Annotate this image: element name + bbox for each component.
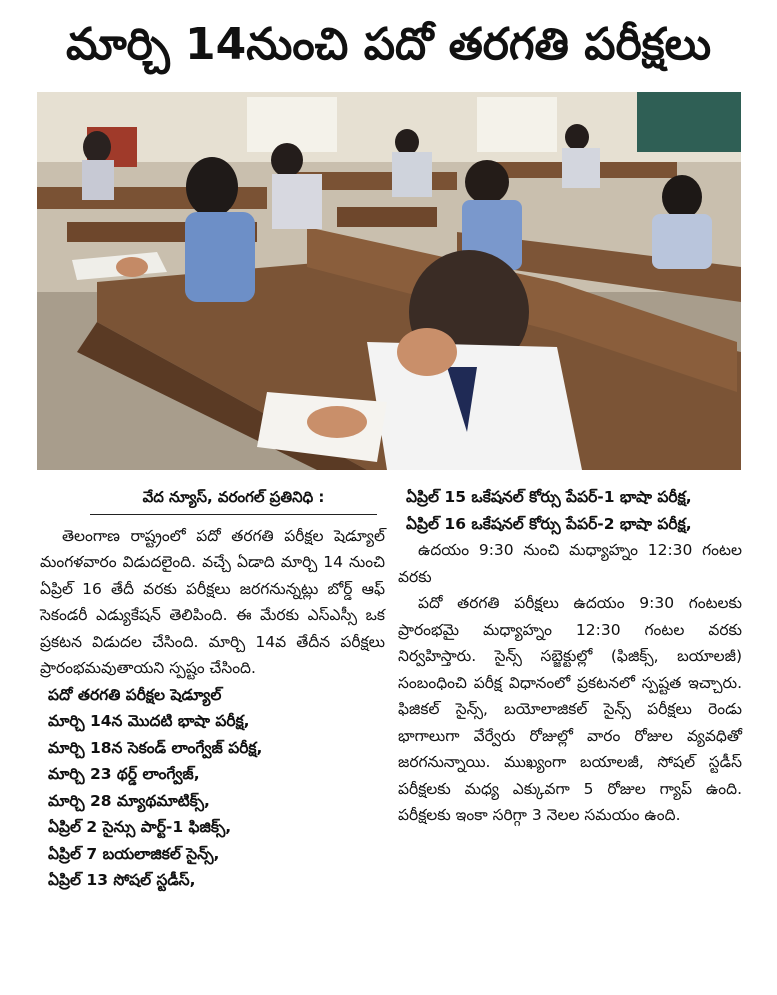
- schedule-item: మార్చి 28 మ్యాథమాటిక్స్,: [48, 791, 210, 810]
- details-paragraph: పదో తరగతి పరీక్షలు ఉదయం 9:30 గంటలకు ప్రారంభమై మధ్యాహ్నం 12:30 గంటల వరకు నిర్వహిస్తారు. సైన్స్ సబ్జెక్టుల్లో (ఫిజిక్స్, బయాలజీ) సంబంధించి పరీక్ష విధానంలో ప్రకటనలో స్పష్టత ఇచ్చారు. ఫిజికల్ సైన్స్, బయోలాజికల్ సైన్స్ పరీక్షలు రెండు భాగాలుగా వేర్వేరు రోజుల్లో వారం రోజుల వ్యవధితో జరగనున్నాయి. ముఖ్యంగా బయాలజీ, సోషల్ స్టడీస్ పరీక్షలకు మధ్య ఎక్కువగా 5 రోజుల గ్యాప్ ఉంది. పరీక్షలకు ఇంకా సరిగ్గా 3 నెలల సమయం ఉంది.: [398, 594, 742, 824]
- schedule-item: మార్చి 23 థర్డ్ లాంగ్వేజ్,: [48, 765, 200, 783]
- schedule-item: ఏప్రిల్ 13 సోషల్ స్టడీస్,: [48, 871, 196, 889]
- schedule-item: ఏప్రిల్ 15 ఒకేషనల్ కోర్సు పేపర్-1 భాషా పరీక్ష,: [406, 488, 692, 506]
- schedule-heading: పదో తరగతి పరీక్షల షెడ్యూల్: [48, 685, 222, 704]
- byline: వేద న్యూస్, వరంగల్ ప్రతినిధి :: [90, 484, 377, 515]
- exam-hall-photo: [37, 92, 741, 470]
- schedule-item: ఏప్రిల్ 7 బయలాజికల్ సైన్స్,: [48, 844, 220, 863]
- schedule-item: ఏప్రిల్ 2 సైన్సు పార్ట్-1 ఫిజిక్స్,: [48, 818, 232, 836]
- left-column: [40, 484, 385, 894]
- schedule-item: మార్చి 18న సెకండ్ లాంగ్వేజ్ పరీక్ష,: [48, 738, 263, 757]
- schedule-item: ఏప్రిల్ 16 ఒకేషనల్ కోర్సు పేపర్-2 భాషా పరీక్ష,: [406, 514, 692, 533]
- intro-paragraph: తెలంగాణ రాష్ట్రంలో పదో తరగతి పరీక్షల షెడ్యూల్ మంగళవారం విడుదలైంది. వచ్చే ఏడాది మార్చి 14 నుంచి ఏప్రిల్ 16 తేదీ వరకు పరీక్షలు జరగనున్నట్లు బోర్డ్ ఆఫ్ సెకండరీ ఎడ్యుకేషన్ తెలిపింది. ఈ మేరకు ఎస్ఎస్సీ ఒక ప్రకటన విడుదల చేసింది. మార్చి 14వ తేదీన పరీక్షలు ప్రారంభమవుతాయని స్పష్టం చేసింది.: [40, 526, 385, 677]
- right-column: [398, 484, 742, 829]
- headline: మార్చి 14నుంచి పదో తరగతి పరీక్షలు: [65, 19, 712, 70]
- timing-line: ఉదయం 9:30 నుంచి మధ్యాహ్నం 12:30 గంటల వరకు: [398, 541, 742, 586]
- schedule-item: మార్చి 14న మొదటి భాషా పరీక్ష,: [48, 712, 250, 730]
